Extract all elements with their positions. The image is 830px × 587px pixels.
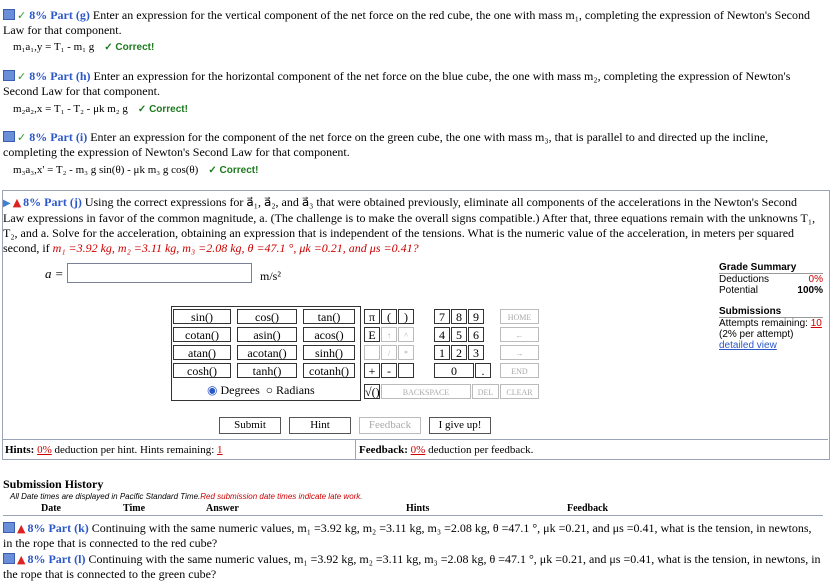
grade-summary-title: Grade Summary: [719, 262, 797, 273]
col-time: Time: [123, 503, 146, 514]
correct-status: ✓ Correct!: [137, 104, 188, 115]
part-j-given: m₁ =3.92 kg, m₂ =3.11 kg, m₃ =2.08 kg, θ =47.1 °, μk =0.21, and μs =0.41?: [52, 241, 419, 255]
feedback-button[interactable]: Feedback: [359, 417, 421, 434]
function-key[interactable]: asin(): [237, 327, 297, 342]
digit-key[interactable]: HOME: [500, 309, 539, 324]
part-j-title: 8% Part (j): [23, 195, 82, 209]
function-key[interactable]: cosh(): [173, 363, 231, 378]
symbol-key[interactable]: +: [364, 363, 380, 378]
attempts-value: 10: [810, 318, 822, 329]
part-l-text: Continuing with the same numeric values, m₁ =3.92 kg, m₂ =3.11 kg, m₃ =2.08 kg, θ =47.1 °, μk =0.21, and μs =0.41, what is the tension, in newtons, in the rope that is connected to the green cube?: [3, 552, 821, 581]
digit-key[interactable]: 7: [434, 309, 450, 324]
function-key[interactable]: tanh(): [237, 363, 297, 378]
symbol-key[interactable]: π: [364, 309, 380, 324]
function-key[interactable]: cotan(): [173, 327, 231, 342]
symbol-key[interactable]: -: [381, 363, 397, 378]
edit-key[interactable]: BACKSPACE: [381, 384, 471, 399]
play-icon[interactable]: ▶: [3, 198, 11, 209]
submit-button[interactable]: Submit: [219, 417, 281, 434]
digit-key[interactable]: 1: [434, 345, 450, 360]
correct-status: ✓ Correct!: [104, 42, 155, 53]
feedback-info: [359, 444, 533, 456]
part-g-answer: [13, 40, 154, 55]
digit-key[interactable]: →: [500, 345, 539, 360]
part-g-title: 8% Part (g): [29, 8, 90, 22]
answer-label: a =: [45, 266, 64, 281]
function-key[interactable]: acotan(): [237, 345, 297, 360]
hints-text: deduction per hint. Hints remaining:: [54, 444, 215, 456]
hints-info: [5, 444, 223, 456]
hints-pct: 0%: [37, 444, 52, 456]
deductions-label: Deductions: [719, 274, 770, 285]
part-i: [3, 130, 823, 160]
symbol-key[interactable]: ): [398, 309, 414, 324]
function-key[interactable]: atan(): [173, 345, 231, 360]
part-i-text: Enter an expression for the component of the net force on the green cube, the one with mass m₃, that is parallel to and directed up the incline, completing the expression of Newton's Second Law for that component.: [3, 130, 769, 159]
divider: [2, 459, 828, 460]
correct-label: Correct!: [115, 42, 155, 53]
function-key[interactable]: tan(): [303, 309, 355, 324]
deductions-value: 0%: [808, 274, 823, 285]
check-icon: ✓: [17, 9, 27, 22]
symbol-key[interactable]: *: [398, 345, 414, 360]
radians-radio[interactable]: ○: [265, 383, 274, 397]
part-h-title: 8% Part (h): [29, 69, 91, 83]
feedback-text: deduction per feedback.: [428, 444, 534, 456]
correct-label: Correct!: [219, 165, 259, 176]
digit-key[interactable]: 2: [451, 345, 467, 360]
edit-key[interactable]: DEL: [472, 384, 499, 399]
history-note-text: All Date times are displayed in Pacific Standard Time.: [10, 492, 201, 501]
correct-label: Correct!: [149, 104, 188, 115]
divider: [2, 439, 828, 440]
part-h-answer: [13, 102, 188, 117]
check-icon: ✓: [17, 131, 27, 144]
part-j: [3, 195, 821, 256]
symbol-key[interactable]: /: [381, 345, 397, 360]
expand-icon[interactable]: [3, 9, 15, 20]
part-g: [3, 8, 823, 38]
col-date: Date: [41, 503, 61, 514]
warning-icon: ▲: [17, 553, 26, 566]
angle-mode: [207, 383, 339, 398]
hints-label: Hints:: [5, 444, 35, 456]
radians-label: Radians: [276, 383, 315, 397]
give-up-button[interactable]: I give up!: [429, 417, 491, 434]
part-i-answer: [13, 163, 258, 178]
hints-remaining: 1: [217, 444, 223, 456]
warning-icon: ▲: [12, 196, 22, 209]
digit-key[interactable]: .: [475, 363, 491, 378]
submissions-title: Submissions: [719, 306, 782, 317]
part-l-title: 8% Part (l): [27, 552, 86, 566]
digit-key[interactable]: 3: [468, 345, 484, 360]
digit-key[interactable]: 5: [451, 327, 467, 342]
symbol-key[interactable]: ↑: [381, 327, 397, 342]
expand-icon[interactable]: [3, 70, 15, 81]
function-key[interactable]: sinh(): [303, 345, 355, 360]
digit-key[interactable]: 0: [434, 363, 474, 378]
degrees-radio[interactable]: ◉: [207, 383, 218, 397]
history-title: Submission History: [3, 477, 104, 491]
feedback-label: Feedback:: [359, 444, 408, 456]
part-k-text: Continuing with the same numeric values, m₁ =3.92 kg, m₂ =3.11 kg, m₃ =2.08 kg, θ =47.1 °, μk =0.21, and μs =0.41, what is the tension, in newtons, in the rope that is connected to the red cube?: [3, 521, 812, 550]
check-icon: ✓: [17, 70, 27, 83]
part-k: [3, 521, 823, 551]
divider: [355, 439, 356, 459]
digit-key[interactable]: 8: [451, 309, 467, 324]
expand-icon[interactable]: [3, 131, 15, 142]
part-g-text: Enter an expression for the vertical component of the net force on the red cube, the one with mass m₁, completing the expression of Newton's Second Law for that component.: [3, 8, 811, 37]
col-hints: Hints: [406, 503, 430, 514]
history-header: [3, 503, 823, 516]
symbol-key[interactable]: ^: [398, 327, 414, 342]
edit-key[interactable]: CLEAR: [500, 384, 539, 399]
part-h-text: Enter an expression for the horizontal component of the net force on the blue cube, the one with mass m₂, completing the expression of Newton's Second Law for that component.: [3, 69, 791, 98]
part-h: [3, 69, 823, 99]
potential-value: 100%: [797, 285, 823, 296]
digit-key[interactable]: 9: [468, 309, 484, 324]
part-i-expression: m₃a₃,x' = T₂ - m₃ g sin(θ) - μk m₃ g cos(θ): [13, 164, 199, 176]
part-i-title: 8% Part (i): [29, 130, 88, 144]
feedback-pct: 0%: [410, 444, 426, 456]
history-note: [10, 492, 363, 501]
digit-key[interactable]: ←: [500, 327, 539, 342]
part-l: [3, 552, 823, 582]
edit-key[interactable]: √(): [365, 385, 380, 399]
digit-key[interactable]: END: [500, 363, 539, 378]
answer-input[interactable]: [67, 263, 252, 283]
digit-key[interactable]: 4: [434, 327, 450, 342]
symbol-key[interactable]: (: [381, 309, 397, 324]
part-j-text: Using the correct expressions for a⃗₁, a⃗₂, and a⃗₃ that were obtained previously, eliminate all components of the accelerations in the Newton's Second Law expressions in favor of the common magnitude, a. (The challenge is to make the overall signs compatible.) After that, three equations remain with the unknowns T₁, T₂, and a. Solve for the acceleration, obtaining an expression that is independent of the tensions. What is the numeric value of the acceleration, in meters per squared second, if: [3, 195, 816, 255]
function-key[interactable]: sin(): [173, 309, 231, 324]
function-key[interactable]: cotanh(): [303, 363, 355, 378]
hint-button[interactable]: Hint: [289, 417, 351, 434]
expand-icon[interactable]: [3, 553, 15, 564]
attempts-label: Attempts remaining:: [719, 318, 808, 329]
correct-status: ✓ Correct!: [208, 165, 259, 176]
grade-summary: [719, 262, 823, 296]
part-h-expression: m₂a₂,x = T₁ - T₂ - μk m₂ g: [13, 103, 128, 115]
col-feedback: Feedback: [567, 503, 609, 514]
col-answer: Answer: [206, 503, 239, 514]
history-note-red: Red submission date times indicate late work.: [200, 492, 363, 501]
detailed-view-link[interactable]: detailed view: [719, 340, 777, 351]
digit-key[interactable]: 6: [468, 327, 484, 342]
symbol-key[interactable]: E: [364, 327, 380, 342]
part-k-title: 8% Part (k): [27, 521, 89, 535]
submissions-summary: [719, 306, 823, 351]
degrees-label: Degrees: [220, 383, 260, 397]
function-key[interactable]: cos(): [237, 309, 297, 324]
symbol-key[interactable]: [364, 345, 380, 360]
answer-unit: m/s²: [260, 269, 281, 283]
symbol-key[interactable]: [398, 363, 414, 378]
part-g-expression: m₁a₁,y = T₁ - m₁ g: [13, 41, 95, 53]
function-key[interactable]: acos(): [303, 327, 355, 342]
expand-icon[interactable]: [3, 522, 15, 533]
warning-icon: ▲: [17, 522, 26, 535]
potential-label: Potential: [719, 285, 758, 296]
per-attempt: (2% per attempt): [719, 329, 794, 340]
